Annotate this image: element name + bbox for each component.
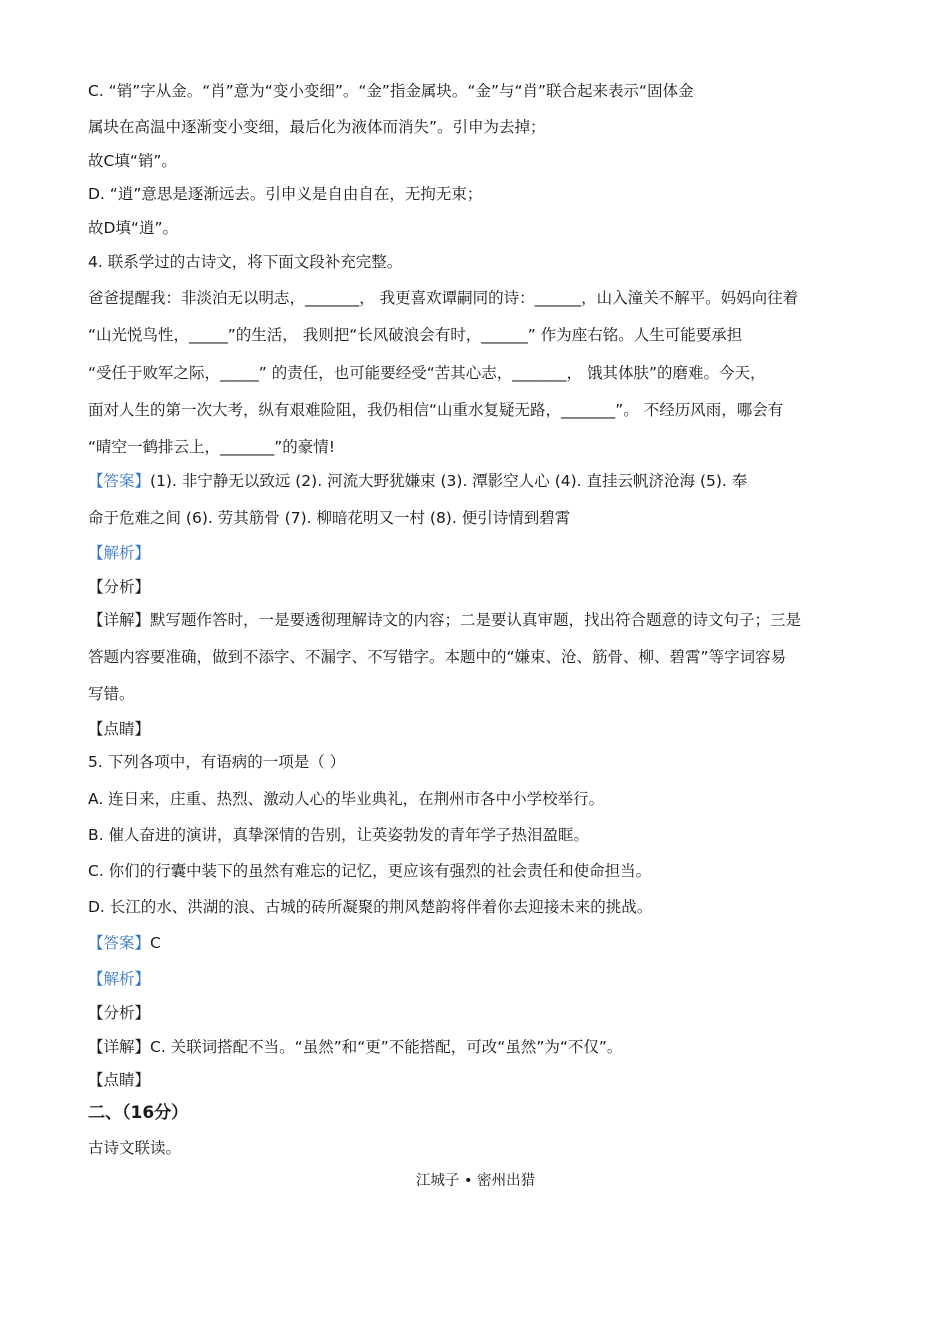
q4-passage-line3: “受任于败军之际，_____” 的责任，也可能要经受“苦其心志，_______， 饿其体肤”的磨难。今天， bbox=[88, 364, 766, 382]
q4-passage-line5: “晴空一鹤排云上，_______”的豪情! bbox=[88, 438, 336, 456]
q5-analysis-tag: 【解析】 bbox=[88, 970, 151, 988]
section-heading: 二、（16分） bbox=[88, 1103, 189, 1123]
q5-question: 5. 下列各项中，有语病的一项是（ ） bbox=[88, 753, 346, 771]
q5-option-b: B. 催人奋进的演讲，真挚深情的告别，让英姿勃发的青年学子热泪盈眶。 bbox=[88, 826, 589, 844]
q4-analysis-tag: 【解析】 bbox=[88, 544, 151, 562]
q5-detail: 【详解】C. 关联词搭配不当。“虽然”和“更”不能搭配，可改“虽然”为“不仅”。 bbox=[88, 1038, 623, 1056]
answer-value: C bbox=[150, 934, 161, 952]
q4-detail-line1: 【详解】默写题作答时，一是要透彻理解诗文的内容；二是要认真审题，找出符合题意的诗文句子；三是 bbox=[88, 611, 802, 629]
answer-tag: 【答案】 bbox=[88, 934, 151, 952]
section-intro: 古诗文联读。 bbox=[88, 1139, 182, 1157]
q3-option-c-line1: C. “销”字从金。“肖”意为“变小变细”。“金”指金属块。“金”与“肖”联合起来表示“固体金 bbox=[88, 82, 694, 100]
q4-detail-line2: 答题内容要准确，做到不添字、不漏字、不写错字。本题中的“嫌束、沧、筋骨、柳、碧霄”等字词容易 bbox=[88, 648, 787, 666]
q5-dianjing-tag: 【点睛】 bbox=[88, 1071, 151, 1089]
q4-passage-line4: 面对人生的第一次大考，纵有艰难险阻，我仍相信“山重水复疑无路，_______”。 不经历风雨，哪会有 bbox=[88, 401, 784, 419]
q4-fenxi-tag: 【分析】 bbox=[88, 578, 151, 596]
q5-option-d: D. 长江的水、洪湖的浪、古城的砖所凝聚的荆风楚韵将伴着你去迎接未来的挑战。 bbox=[88, 898, 653, 916]
q4-question: 4. 联系学过的古诗文，将下面文段补充完整。 bbox=[88, 253, 403, 271]
poem-title: 江城子 • 密州出猎 bbox=[415, 1173, 536, 1189]
q4-dianjing-tag: 【点睛】 bbox=[88, 720, 151, 738]
q4-answer-line1 bbox=[88, 470, 747, 492]
q3-option-c-line2: 属块在高温中逐渐变小变细，最后化为液体而消失”。引申为去掉； bbox=[88, 118, 546, 136]
q4-answer-line2: 命于危难之间 (6). 劳其筋骨 (7). 柳暗花明又一村 (8). 便引诗情到碧霄 bbox=[88, 509, 571, 527]
q4-detail-line3: 写错。 bbox=[88, 685, 135, 703]
q3-c-fill: 故C填“销”。 bbox=[88, 152, 177, 170]
q5-answer-line bbox=[88, 932, 161, 954]
q4-passage-line2: “山光悦鸟性，_____”的生活， 我则把“长风破浪会有时，______” 作为座右铭。人生可能要承担 bbox=[88, 326, 743, 344]
q3-d-fill: 故D填“逍”。 bbox=[88, 219, 178, 237]
answer-tag: 【答案】 bbox=[88, 472, 151, 490]
q5-fenxi-tag: 【分析】 bbox=[88, 1004, 151, 1022]
answer-text: (1). 非宁静无以致远 (2). 河流大野犹嫌束 (3). 潭影空人心 (4). 直挂云帆济沧海 (5). 奉 bbox=[150, 472, 748, 490]
q4-passage-line1: 爸爸提醒我：非淡泊无以明志，_______， 我更喜欢谭嗣同的诗：______，山入潼关不解平。妈妈向往着 bbox=[88, 289, 799, 307]
q3-option-d: D. “逍”意思是逐渐远去。引申义是自由自在，无拘无束； bbox=[88, 185, 483, 203]
q5-option-a: A. 连日来，庄重、热烈、激动人心的毕业典礼，在荆州市各中小学校举行。 bbox=[88, 790, 605, 808]
q5-option-c: C. 你们的行囊中装下的虽然有难忘的记忆，更应该有强烈的社会责任和使命担当。 bbox=[88, 862, 652, 880]
